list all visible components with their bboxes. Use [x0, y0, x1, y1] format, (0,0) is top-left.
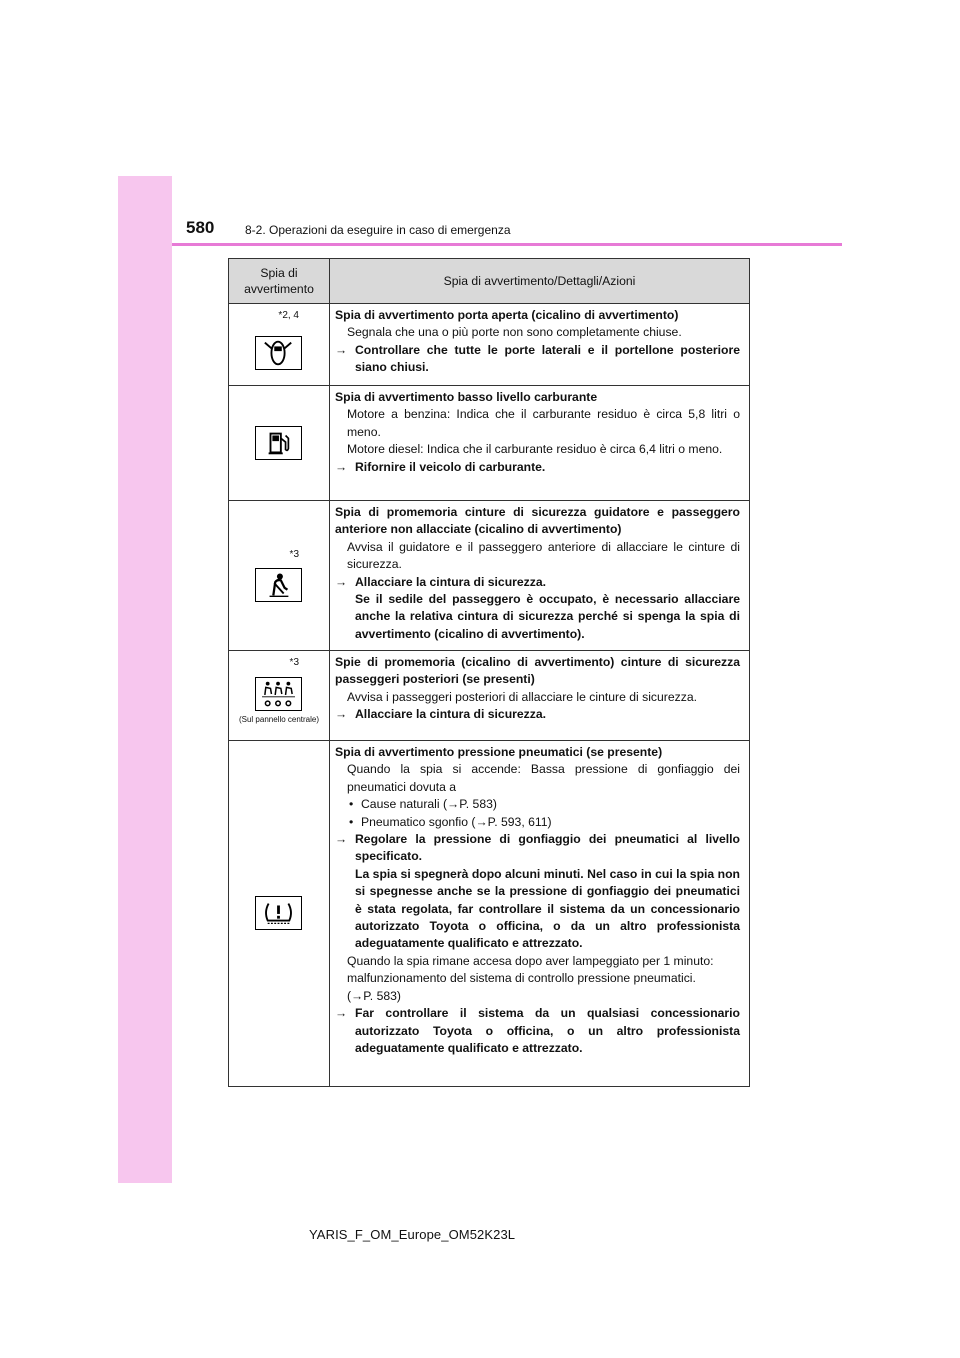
row-description: (→P. 583): [347, 988, 401, 1003]
table-row: [229, 501, 750, 651]
arrow-icon: →: [335, 342, 348, 357]
row-title: Spia di avvertimento porta aperta (cicalino di avvertimento): [335, 308, 679, 322]
footnote-ref: *3: [289, 549, 299, 560]
section-title: 8-2. Operazioni da eseguire in caso di emergenza: [245, 223, 511, 237]
icon-caption: (Sul pannello centrale): [238, 715, 320, 724]
col-header-details: Spia di avvertimento/Dettagli/Azioni: [330, 259, 750, 304]
row-description: Motore diesel: Indica che il carburante residuo è circa 6,4 litri o meno.: [347, 442, 723, 457]
row-description: Segnala che una o più porte non sono completamente chiuse.: [347, 325, 682, 340]
footnote-ref: *2, 4: [278, 310, 299, 321]
door-open-warning-icon: [255, 336, 302, 370]
document-code: YARIS_F_OM_Europe_OM52K23L: [309, 1227, 516, 1242]
row-action: → Allacciare la cintura di sicurezza.: [335, 706, 740, 723]
footnote-ref: *3: [289, 657, 299, 668]
row-action: → Controllare che tutte le porte laterali e il portellone posteriore siano chiusi.: [335, 342, 740, 375]
details-cell: [330, 741, 750, 1087]
col-header-icon: Spia di avvertimento: [229, 259, 330, 304]
row-action: → Rifornire il veicolo di carburante.: [335, 459, 740, 476]
arrow-icon: →: [335, 1006, 348, 1021]
seatbelt-reminder-icon: [255, 568, 302, 602]
table-row: [229, 651, 750, 741]
details-cell: [330, 386, 750, 501]
icon-cell: [229, 304, 330, 386]
row-description: Quando la spia rimane accesa dopo aver lampeggiato per 1 minuto:: [347, 953, 714, 968]
row-description: Avvisa il guidatore e il passeggero anteriore di allacciare le cinture di sicurezza.: [347, 539, 740, 572]
table-header-row: [229, 259, 750, 304]
header-rule: [172, 243, 842, 246]
row-action-detail: La spia si spegnerà dopo alcuni minuti. Nel caso in cui la spia non si spegnesse anche se la pressione di gonfiaggio dei pneumatici è stata regolata, far controllare il sistema da un concessionario autorizzato Toyota o officina, o da un altro professionista adeguatamente qualificato e attrezzato.: [355, 866, 740, 951]
list-item: • Cause naturali (→P. 583): [349, 797, 497, 812]
side-band: [118, 176, 172, 1183]
list-item: • Pneumatico sgonfio (→P. 593, 611): [349, 814, 552, 829]
icon-cell: [229, 741, 330, 1087]
row-title: Spia di avvertimento pressione pneumatici (se presente): [335, 745, 663, 759]
row-action-detail: Se il sedile del passeggero è occupato, è necessario allacciare anche la relativa cintura di sicurezza perché si spenga la spia di avvertimento (cicalino di avvertimento).: [355, 592, 740, 641]
details-cell: [330, 304, 750, 386]
row-title: Spie di promemoria (cicalino di avvertimento) cinture di sicurezza passeggeri posteriori (se presenti): [335, 655, 740, 687]
row-title: Spia di avvertimento basso livello carburante: [335, 390, 598, 404]
table-row: [229, 741, 750, 1087]
table-row: [229, 386, 750, 501]
icon-cell: [229, 651, 330, 741]
table-row: [229, 304, 750, 386]
page-number: 580: [186, 218, 215, 237]
details-cell: [330, 651, 750, 741]
row-description: Quando la spia si accende: Bassa pressione di gonfiaggio dei pneumatici dovuta a: [347, 762, 740, 794]
icon-cell: [229, 501, 330, 651]
row-action: → Allacciare la cintura di sicurezza.: [335, 574, 740, 591]
row-action: → Far controllare il sistema da un qualsiasi concessionario autorizzato Toyota o officina, o un altro professionista adeguatamente qualificato e attrezzato.: [335, 1006, 740, 1055]
details-cell: [330, 501, 750, 651]
fuel-pump-icon: [255, 426, 302, 460]
warning-lights-table: [228, 258, 750, 1087]
row-description: malfunzionamento del sistema di controllo pressione pneumatici.: [347, 971, 696, 986]
arrow-icon: →: [335, 707, 348, 722]
row-title: Spia di promemoria cinture di sicurezza guidatore e passeggero anteriore non allacciate (cicalino di avvertimento): [335, 505, 740, 537]
row-description: Avvisa i passeggeri posteriori di allacciare le cinture di sicurezza.: [347, 689, 697, 704]
tire-pressure-warning-icon: [255, 896, 302, 930]
row-action: → Regolare la pressione di gonfiaggio dei pneumatici al livello specificato.: [335, 832, 740, 864]
icon-cell: [229, 386, 330, 501]
rear-seatbelt-reminder-icon: [255, 677, 302, 711]
arrow-icon: →: [335, 459, 348, 474]
row-description: Motore a benzina: Indica che il carburante residuo è circa 5,8 litri o meno.: [347, 407, 740, 439]
arrow-icon: →: [335, 574, 348, 589]
arrow-icon: →: [335, 832, 348, 847]
